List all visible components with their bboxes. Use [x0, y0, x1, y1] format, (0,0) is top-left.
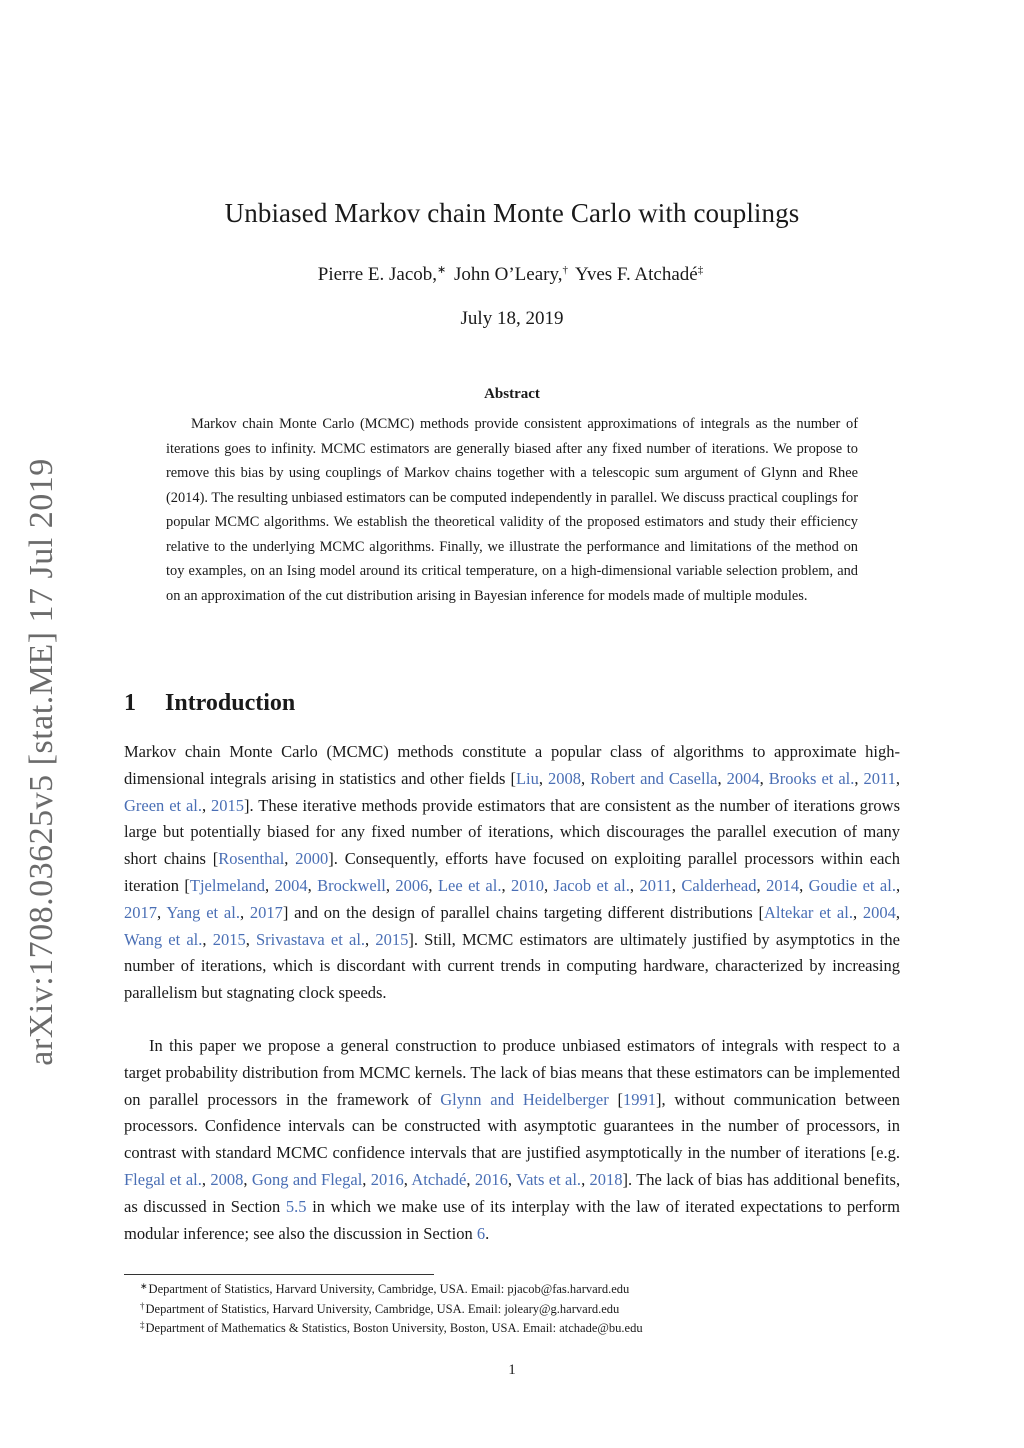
- citation-link[interactable]: 2015: [211, 795, 245, 815]
- paragraph-text: ,: [307, 875, 318, 895]
- paragraph-text: ]. The lack of bias has additional benefits, as discussed in Section: [124, 1169, 901, 1216]
- citation-link[interactable]: Gong and Flegal: [251, 1169, 363, 1189]
- author-footnote-mark[interactable]: ∗: [437, 264, 447, 276]
- intro-paragraph-1: [124, 739, 900, 1007]
- footnote-mark: †: [140, 1300, 145, 1311]
- paragraph-text: ,: [265, 875, 275, 895]
- citation-link[interactable]: 2004: [862, 902, 896, 922]
- paragraph-text: ,: [895, 875, 901, 895]
- citation-link[interactable]: 2008: [548, 768, 582, 788]
- footnote: [140, 1278, 900, 1298]
- paragraph-text: ,: [852, 902, 863, 922]
- paragraph-text: ,: [243, 1169, 252, 1189]
- citation-link[interactable]: Srivastava et al.: [256, 929, 366, 949]
- author-name: John O’Leary,: [453, 264, 563, 285]
- citation-link[interactable]: Wang et al.: [124, 929, 203, 949]
- citation-link[interactable]: Green et al.: [124, 795, 203, 815]
- citation-link[interactable]: 2016: [474, 1169, 508, 1189]
- paragraph-text: ,: [466, 1169, 475, 1189]
- citation-link[interactable]: 2015: [375, 929, 409, 949]
- paragraph-text: ,: [202, 795, 212, 815]
- citation-link[interactable]: 2011: [639, 875, 672, 895]
- citation-link[interactable]: Brooks et al.: [768, 768, 855, 788]
- paragraph-text: in which we make use of its interplay with the law of iterated expectations to perform modular inference; see also the discussion in Section: [124, 1196, 900, 1243]
- paragraph-text: ,: [581, 768, 591, 788]
- paragraph-text: .: [485, 1223, 490, 1243]
- paragraph-text: ,: [895, 902, 901, 922]
- footnote-divider: [124, 1274, 434, 1275]
- paragraph-text: ,: [157, 902, 167, 922]
- citation-link[interactable]: Liu: [515, 768, 539, 788]
- section-reference-link[interactable]: 5.5: [285, 1196, 307, 1216]
- citation-link[interactable]: Brockwell: [317, 875, 386, 895]
- citation-link[interactable]: 2006: [395, 875, 429, 895]
- section-title: Introduction: [165, 690, 296, 716]
- citation-link[interactable]: Yang et al.: [166, 902, 240, 922]
- paragraph-text: ,: [428, 875, 438, 895]
- citation-link[interactable]: 2016: [370, 1169, 404, 1189]
- section-number: 1: [124, 690, 136, 716]
- paragraph-text: ] and on the design of parallel chains targeting different distributions [: [282, 902, 764, 922]
- paragraph-text: ]. These iterative methods provide estimators that are consistent as the number of iterations grows large but potentially biased for any fixed number of iterations, which discourages the parallel execution of many short chains [: [124, 795, 901, 869]
- footnotes: [140, 1278, 900, 1337]
- paragraph-text: ,: [284, 849, 296, 869]
- paragraph-text: ], without communication between processors. Confidence intervals can be constructed with asymptotic guarantees in the number of processors, in contrast with standard MCMC confidence intervals that are justified asymptotically in the number of iterations [e.g.: [124, 1089, 900, 1163]
- footnote-text: Department of Statistics, Harvard University, Cambridge, USA. Email: pjacob@fas.harvard.edu: [148, 1282, 630, 1296]
- paragraph-text: [: [608, 1089, 623, 1109]
- citation-link[interactable]: Tjelmeland: [189, 875, 266, 895]
- paragraph-text: ,: [538, 768, 549, 788]
- footnote: [140, 1298, 900, 1318]
- citation-link[interactable]: Rosenthal: [218, 849, 285, 869]
- paragraph-text: ,: [544, 875, 554, 895]
- paragraph-text: ,: [671, 875, 682, 895]
- footnote-text: Department of Mathematics & Statistics, Boston University, Boston, USA. Email: atchade@bu.edu: [145, 1321, 643, 1336]
- author-name: Pierre E. Jacob,: [317, 264, 437, 285]
- paragraph-text: ,: [362, 1169, 371, 1189]
- paragraph-text: ,: [245, 929, 256, 949]
- paper-title: Unbiased Markov chain Monte Carlo with couplings: [224, 198, 800, 228]
- citation-link[interactable]: Robert and Casella: [590, 768, 718, 788]
- abstract-text: Markov chain Monte Carlo (MCMC) methods provide consistent approximations of integrals as the number of iterations goes to infinity. MCMC estimators are generally biased after any fixed number of iterations. We propose to remove this bias by using couplings of Markov chains together with a telescopic sum argument of Glynn and Rhee (2014). The resulting unbiased estimators can be computed independently in parallel. We discuss practical couplings for popular MCMC algorithms. We establish the theoretical validity of the proposed estimators and study their efficiency relative to the underlying MCMC algorithms. Finally, we illustrate the performance and limitations of the method on toy examples, on an Ising model around its critical temperature, on a high-dimensional variable selection problem, and on an approximation of the cut distribution arising in Bayesian inference for models made of multiple modules.: [166, 416, 858, 604]
- page-number: 1: [508, 1362, 516, 1378]
- citation-link[interactable]: Goudie et al.: [808, 875, 896, 895]
- paragraph-text: ,: [581, 1169, 590, 1189]
- citation-link[interactable]: 2004: [274, 875, 308, 895]
- citation-link[interactable]: Flegal et al.: [124, 1169, 202, 1189]
- citation-link[interactable]: 2008: [210, 1169, 244, 1189]
- intro-paragraph-2: [124, 1033, 900, 1247]
- citation-link[interactable]: 2011: [863, 768, 896, 788]
- paragraph-text: Markov chain Monte Carlo (MCMC) methods constitute a popular class of algorithms to approximate high-dimensional integrals arising in statistics and other fields [: [124, 742, 900, 788]
- arxiv-identifier: arXiv:1708.03625v5 [stat.ME] 17 Jul 2019: [23, 458, 60, 1066]
- paragraph-text: ,: [239, 902, 250, 922]
- author-footnote-mark[interactable]: ‡: [697, 264, 704, 276]
- paragraph-text: ,: [403, 1169, 412, 1189]
- paragraph-text: ]. Still, MCMC estimators are ultimately justified by asymptotics in the number of iterations, which is discordant with current trends in computing hardware, characterized by increasing parallelism but stagnating clock speeds.: [124, 929, 901, 1003]
- footnote-mark: ∗: [140, 1281, 148, 1291]
- citation-link[interactable]: 2017: [124, 902, 157, 922]
- abstract-heading: Abstract: [484, 386, 540, 402]
- paragraph-text: ,: [799, 875, 809, 895]
- paragraph-text: In this paper we propose a general construction to produce unbiased estimators of integrals with respect to a target probability distribution from MCMC kernels. The lack of bias means that these estimators can be implemented on parallel processors in the framework of: [124, 1036, 900, 1109]
- citation-link[interactable]: Glynn and Heidelberger: [440, 1089, 609, 1109]
- paragraph-text: ,: [507, 1169, 516, 1189]
- paragraph-text: ,: [385, 875, 396, 895]
- paragraph-text: ,: [201, 1169, 211, 1189]
- paragraph-text: ,: [756, 875, 767, 895]
- footnote-mark: ‡: [140, 1320, 145, 1331]
- citation-link[interactable]: Calderhead: [681, 875, 757, 895]
- paragraph-text: ,: [895, 768, 901, 788]
- citation-link[interactable]: 2004: [726, 768, 760, 788]
- paragraph-text: ,: [365, 929, 376, 949]
- author-footnote-mark[interactable]: †: [562, 264, 568, 276]
- footnote-text: Department of Statistics, Harvard University, Cambridge, USA. Email: joleary@g.harvard.edu: [145, 1301, 620, 1316]
- citation-link[interactable]: Jacob et al.: [553, 875, 630, 895]
- paragraph-text: ,: [202, 929, 213, 949]
- citation-link[interactable]: Lee et al.: [437, 875, 502, 895]
- footnote: [140, 1317, 900, 1337]
- paragraph-text: ]. Consequently, efforts have focused on exploiting parallel processors within each iteration [: [124, 849, 901, 895]
- author-name: Yves F. Atchadé: [575, 264, 698, 285]
- citation-link[interactable]: Altekar et al.: [763, 902, 853, 922]
- paragraph-text: ,: [759, 768, 769, 788]
- citation-link[interactable]: 2010: [511, 875, 544, 895]
- paragraph-text: ,: [717, 768, 727, 788]
- citation-link[interactable]: 1991: [622, 1089, 656, 1109]
- paper-date: July 18, 2019: [460, 308, 564, 329]
- section-reference-link[interactable]: 6: [476, 1223, 486, 1243]
- citation-link[interactable]: 2014: [766, 875, 800, 895]
- paragraph-text: ,: [629, 875, 640, 895]
- citation-link[interactable]: 2018: [589, 1169, 623, 1189]
- citation-link[interactable]: Vats et al.: [516, 1169, 582, 1189]
- paragraph-text: ,: [854, 768, 864, 788]
- citation-link[interactable]: 2000: [295, 849, 329, 869]
- paragraph-text: ,: [501, 875, 511, 895]
- author-list: [0, 263, 1024, 286]
- citation-link[interactable]: Atchadé: [411, 1169, 467, 1189]
- citation-link[interactable]: 2015: [212, 929, 246, 949]
- citation-link[interactable]: 2017: [249, 902, 283, 922]
- section-heading: [124, 690, 295, 717]
